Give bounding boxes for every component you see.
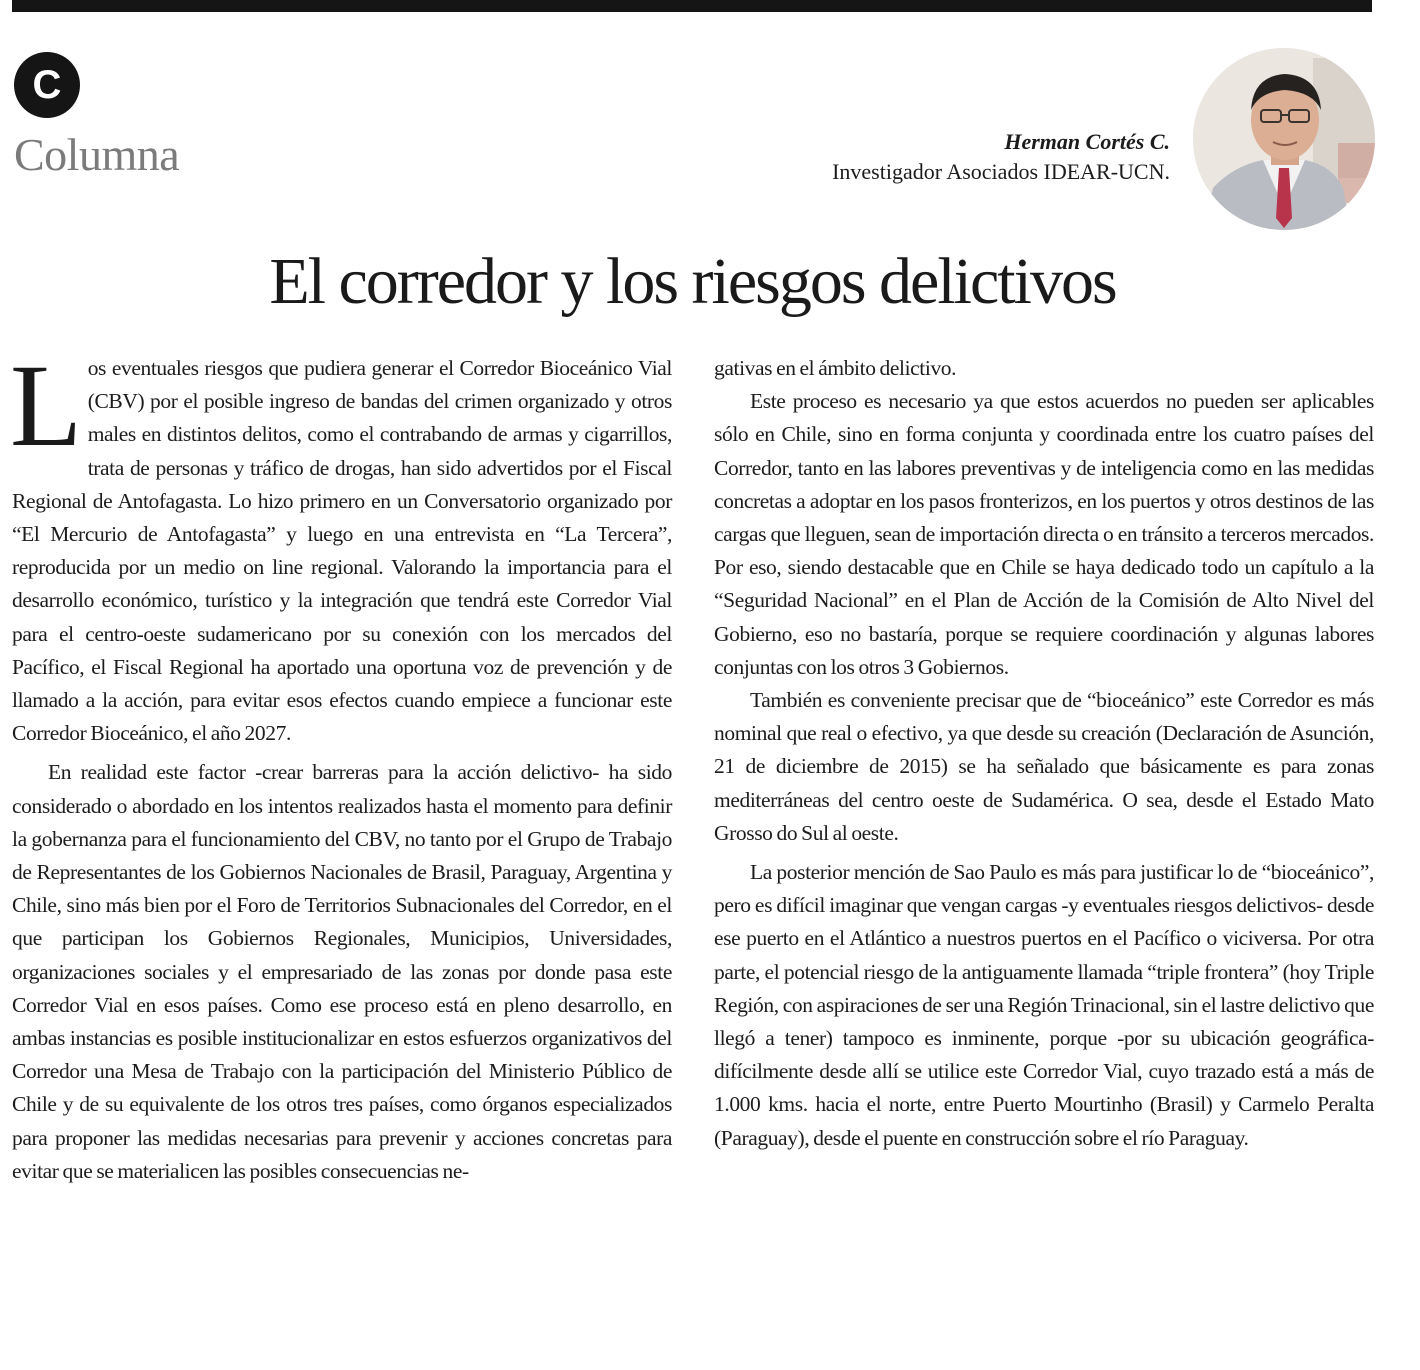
paragraph-1 — [10, 340, 672, 750]
paragraph-5: La posterior mención de Sao Paulo es más para justificar lo de “bioceánico”, pero es difícil imaginar que vengan cargas -y eventuales riesgos delictivos- desde ese puerto en el Atlántico a nuestros puertos en el Pacífico o viciversa. Por otra parte, el potencial riesgo de la antiguamente llamada “triple frontera” (hoy Triple Región, con aspiraciones de ser una Región Trinacional, sin el lastre delictivo que llegó a tener) tampoco es inminente, porque -por su ubicación geográfica- difícilmente desde allí se utilice este Corredor Vial, cuyo trazado está a más de 1.000 kms. hacia el norte, entre Puerto Mourtinho (Brasil) y Carmelo Peralta (Paraguay), desde el puente en construcción sobre el río Paraguay. — [714, 860, 1374, 1150]
article-column-left — [10, 340, 672, 1188]
section-label: Columna — [14, 129, 180, 180]
author-photo — [1193, 48, 1375, 230]
drop-cap: L — [10, 340, 82, 471]
article-column-right — [714, 352, 1374, 1155]
top-rule — [12, 0, 1372, 12]
paragraph-3: Este proceso es necesario ya que estos acuerdos no pueden ser aplicables sólo en Chile, sino en forma conjunta y coordinada entre los cuatro países del Corredor, tanto en las labores preventivas y de inteligencia como en las medidas concretas a adoptar en los pasos fronterizos, en los puertos y otros destinos de las cargas que lleguen, sean de importación directa o en tránsito a terceros mercados. Por eso, siendo destacable que en Chile se haya dedicado todo un capítulo a la “Seguridad Nacional” en el Plan de Acción de la Comisión de Alto Nivel del Gobierno, eso no bastaría, porque se requiere coordinación y algunas labores conjuntas con los otros 3 Gobiernos. — [714, 389, 1374, 679]
paragraph-1-text: os eventuales riesgos que pudiera generar el Corredor Bioceánico Vial (CBV) por el posible ingreso de bandas del crimen organizado y otros males en distintos delitos, como el contrabando de armas y cigarrillos, trata de personas y tráfico de drogas, han sido advertidos por el Fiscal Regional de Antofagasta. Lo hizo primero en un Conversatorio organizado por “El Mercurio de Antofagasta” y luego en una entrevista en “La Tercera”, reproducida por un medio on line regional. Valorando la importancia para el desarrollo económico, turístico y la integración que tendrá este Corredor Vial para el centro-oeste sudamericano por su conexión con los mercados del Pacífico, el Fiscal Regional ha aportado una oportuna voz de prevención y de llamado a la acción, para evitar esos efectos cuando empiece a funcionar este Corredor Bioceánico, el año 2027. — [12, 356, 672, 746]
paragraph-2-continued: gativas en el ámbito delictivo. — [714, 356, 957, 380]
author-block — [832, 128, 1170, 188]
author-role: Investigador Asociados IDEAR-UCN. — [832, 159, 1170, 184]
author-portrait-icon — [1193, 48, 1375, 230]
author-name: Herman Cortés C. — [1004, 129, 1170, 154]
paragraph-4: También es conveniente precisar que de “bioceánico” este Corredor es más nominal que real o efectivo, ya que desde su creación (Declaración de Asunción, 21 de diciembre de 2015) se ha señalado que básicamente es para zonas mediterráneas del centro oeste de Sudamérica. O sea, desde el Estado Mato Grosso do Sul al oeste. — [714, 688, 1374, 845]
headline: El corredor y los riesgos delictivos — [269, 245, 1116, 318]
section-badge: C — [14, 52, 80, 118]
paragraph-2: En realidad este factor -crear barreras para la acción delictivo- ha sido considerado o abordado en los intentos realizados hasta el momento para definir la gobernanza para el funcionamiento del CBV, no tanto por el Grupo de Trabajo de Representantes de los Gobiernos Nacionales de Brasil, Paraguay, Argentina y Chile, sino más bien por el Foro de Territorios Subnacionales del Corredor, en el que participan los Gobiernos Regionales, Municipios, Universidades, organizaciones sociales y el empresariado de las zonas por donde pasa este Corredor Vial en esos países. Como ese proceso está en pleno desarrollo, en ambas instancias es posible institucionalizar en estos esfuerzos organizativos del Corredor una Mesa de Trabajo con la participación del Ministerio Público de Chile y de su equivalente de los otros tres países, como órganos especializados para proponer las medidas necesarias para prevenir y acciones concretas para evitar que se materialicen las posibles consecuencias ne- — [12, 760, 672, 1183]
